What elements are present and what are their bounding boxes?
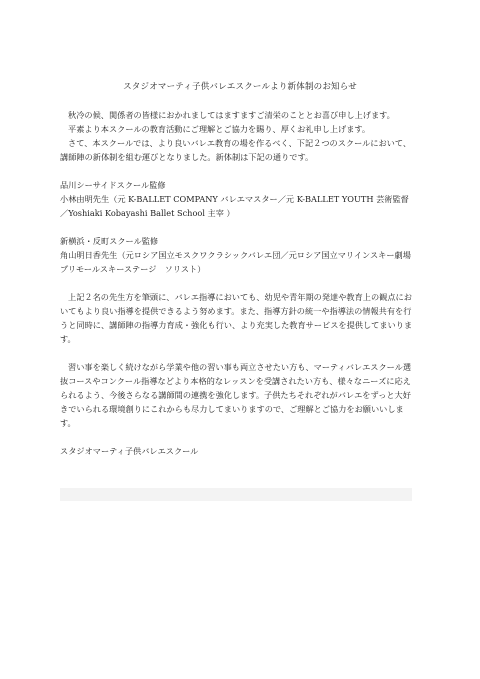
greeting-line-1: 秋冷の候、関係者の皆様におかれましてはますますご清栄のこととお喜び申し上げます。 (68, 110, 395, 120)
greeting-line-3: さて、本スクールでは、より良いバレエ教育の場を作るべく、下記２つのスクールにおいて、講師陣の新体制を組む運びとなりました。新体制は下記の通りです。 (60, 138, 412, 162)
document-title: スタジオマーティ子供バレエスクールより新体制のお知らせ (123, 82, 357, 92)
school2-teacher: 角山明日香先生（元ロシア国立モスクワクラシックバレエ団／元ロシア国立マリインスキー劇場プリモールスキーステージ ソリスト） (60, 250, 411, 274)
school1-heading: 品川シーサイドスクール監修 (60, 180, 166, 190)
school2-heading: 新横浜・反町スクール監修 (60, 236, 159, 246)
document-body (60, 108, 416, 458)
school1-teacher: 小林由明先生（元 K-BALLET COMPANY バレエマスター／元 K-BALLET YOUTH 芸術監督／Yoshiaki Kobayashi Ballet School 主宰 ） (60, 194, 409, 218)
greeting-line-2: 平素より本スクールの教育活動にご理解とご協力を賜り、厚くお礼申し上げます。 (68, 124, 371, 134)
footer-blank-bar (60, 488, 412, 501)
signature: スタジオマーティ子供バレエスクール (60, 446, 199, 456)
paragraph-leadership: 上記２名の先生方を筆頭に、バレエ指導においても、幼児や青年期の発達や教育上の観点においてもより良い指導を提供できるよう努めます。また、指導方針の統一や指導法の情報共有を行うと同時に、講師陣の指導力育成・強化も行い、より充実した教育サービスを提供してまいります。 (60, 292, 413, 344)
paragraph-commitment: 習い事を楽しく続けながら学業や他の習い事も両立させたい方も、マーティバレエスクール選抜コースやコンクール指導などより本格的なレッスンを受講されたい方も、様々なニーズに応えられるよう、今後さらなる講師間の連携を強化します。子供たちそれぞれがバレエをずっと大好きでいられる環境創りにこれからも尽力してまいりますので、ご理解とご協力をお願いいします。 (60, 362, 412, 428)
